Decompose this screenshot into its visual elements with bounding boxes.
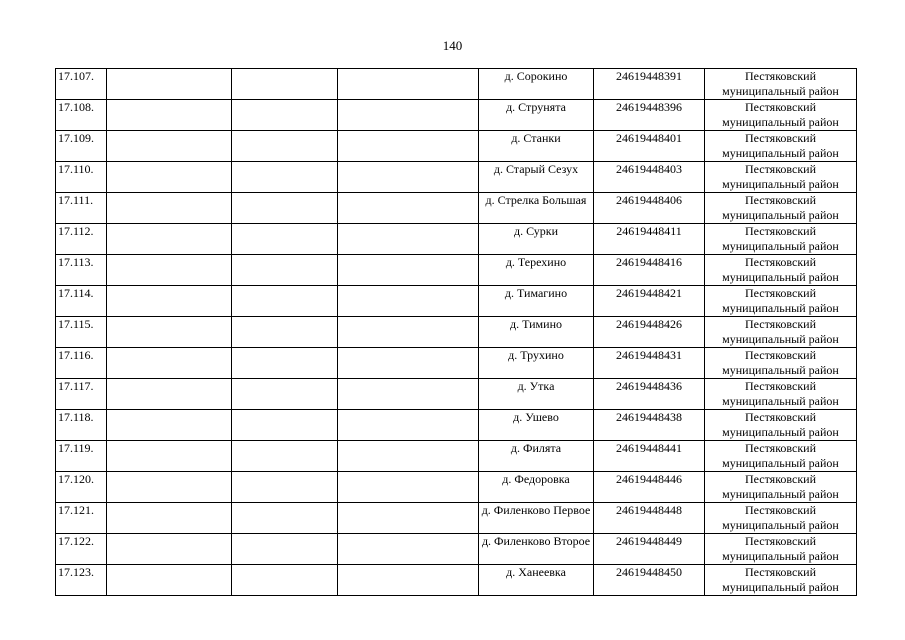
oktmo-code-cell: 24619448421 — [594, 286, 705, 317]
oktmo-code-cell: 24619448426 — [594, 317, 705, 348]
empty-cell — [107, 379, 232, 410]
row-number-cell: 17.115. — [56, 317, 107, 348]
table-row — [56, 534, 857, 565]
settlement-name-cell: д. Трухино — [479, 348, 594, 379]
district-cell: Пестяковский муниципальный район — [705, 193, 857, 224]
empty-cell — [232, 565, 338, 596]
row-number-cell: 17.123. — [56, 565, 107, 596]
empty-cell — [232, 472, 338, 503]
empty-cell — [107, 255, 232, 286]
empty-cell — [232, 317, 338, 348]
row-number-cell: 17.109. — [56, 131, 107, 162]
page-number: 140 — [442, 38, 463, 53]
district-cell: Пестяковский муниципальный район — [705, 348, 857, 379]
settlement-name-cell: д. Сурки — [479, 224, 594, 255]
oktmo-code-cell: 24619448438 — [594, 410, 705, 441]
empty-cell — [232, 503, 338, 534]
empty-cell — [338, 162, 479, 193]
oktmo-code-cell: 24619448411 — [594, 224, 705, 255]
empty-cell — [338, 286, 479, 317]
empty-cell — [232, 534, 338, 565]
table-row — [56, 317, 857, 348]
district-cell: Пестяковский муниципальный район — [705, 162, 857, 193]
empty-cell — [107, 534, 232, 565]
table-row — [56, 255, 857, 286]
settlement-name-cell: д. Ханеевка — [479, 565, 594, 596]
oktmo-code-cell: 24619448403 — [594, 162, 705, 193]
table-row — [56, 410, 857, 441]
empty-cell — [338, 348, 479, 379]
district-cell: Пестяковский муниципальный район — [705, 255, 857, 286]
district-cell: Пестяковский муниципальный район — [705, 503, 857, 534]
empty-cell — [338, 472, 479, 503]
settlement-name-cell: д. Филята — [479, 441, 594, 472]
table-row — [56, 131, 857, 162]
empty-cell — [107, 100, 232, 131]
district-cell: Пестяковский муниципальный район — [705, 286, 857, 317]
empty-cell — [232, 193, 338, 224]
oktmo-code-cell: 24619448441 — [594, 441, 705, 472]
empty-cell — [107, 348, 232, 379]
district-cell: Пестяковский муниципальный район — [705, 565, 857, 596]
oktmo-code-cell: 24619448449 — [594, 534, 705, 565]
table-row — [56, 503, 857, 534]
empty-cell — [338, 131, 479, 162]
row-number-cell: 17.121. — [56, 503, 107, 534]
empty-cell — [232, 69, 338, 100]
row-number-cell: 17.119. — [56, 441, 107, 472]
empty-cell — [107, 224, 232, 255]
empty-cell — [232, 100, 338, 131]
oktmo-code-cell: 24619448416 — [594, 255, 705, 286]
district-cell: Пестяковский муниципальный район — [705, 379, 857, 410]
settlement-name-cell: д. Струнята — [479, 100, 594, 131]
district-cell: Пестяковский муниципальный район — [705, 534, 857, 565]
empty-cell — [338, 379, 479, 410]
settlement-name-cell: д. Станки — [479, 131, 594, 162]
row-number-cell: 17.111. — [56, 193, 107, 224]
empty-cell — [338, 193, 479, 224]
oktmo-code-cell: 24619448448 — [594, 503, 705, 534]
row-number-cell: 17.118. — [56, 410, 107, 441]
empty-cell — [107, 162, 232, 193]
row-number-cell: 17.116. — [56, 348, 107, 379]
row-number-cell: 17.110. — [56, 162, 107, 193]
oktmo-code-cell: 24619448436 — [594, 379, 705, 410]
empty-cell — [338, 69, 479, 100]
row-number-cell: 17.122. — [56, 534, 107, 565]
table-row — [56, 286, 857, 317]
settlement-name-cell: д. Стрелка Большая — [479, 193, 594, 224]
row-number-cell: 17.117. — [56, 379, 107, 410]
district-cell: Пестяковский муниципальный район — [705, 441, 857, 472]
row-number-cell: 17.120. — [56, 472, 107, 503]
empty-cell — [232, 441, 338, 472]
empty-cell — [232, 131, 338, 162]
empty-cell — [232, 410, 338, 441]
empty-cell — [107, 441, 232, 472]
district-cell: Пестяковский муниципальный район — [705, 317, 857, 348]
table-row — [56, 100, 857, 131]
table-row — [56, 472, 857, 503]
table-body — [56, 69, 857, 596]
empty-cell — [232, 379, 338, 410]
empty-cell — [232, 224, 338, 255]
table-row — [56, 69, 857, 100]
empty-cell — [338, 410, 479, 441]
empty-cell — [107, 503, 232, 534]
settlement-name-cell: д. Старый Сезух — [479, 162, 594, 193]
table-row — [56, 379, 857, 410]
row-number-cell: 17.107. — [56, 69, 107, 100]
empty-cell — [107, 565, 232, 596]
settlement-name-cell: д. Терехино — [479, 255, 594, 286]
empty-cell — [338, 565, 479, 596]
table-row — [56, 441, 857, 472]
table-row — [56, 162, 857, 193]
empty-cell — [338, 100, 479, 131]
empty-cell — [107, 193, 232, 224]
district-cell: Пестяковский муниципальный район — [705, 410, 857, 441]
empty-cell — [338, 224, 479, 255]
table-row — [56, 193, 857, 224]
oktmo-code-cell: 24619448450 — [594, 565, 705, 596]
empty-cell — [338, 534, 479, 565]
empty-cell — [107, 131, 232, 162]
empty-cell — [232, 255, 338, 286]
district-cell: Пестяковский муниципальный район — [705, 69, 857, 100]
row-number-cell: 17.112. — [56, 224, 107, 255]
district-cell: Пестяковский муниципальный район — [705, 472, 857, 503]
row-number-cell: 17.108. — [56, 100, 107, 131]
settlement-name-cell: д. Ушево — [479, 410, 594, 441]
empty-cell — [338, 255, 479, 286]
empty-cell — [232, 286, 338, 317]
settlement-name-cell: д. Утка — [479, 379, 594, 410]
settlement-name-cell: д. Тимино — [479, 317, 594, 348]
empty-cell — [338, 503, 479, 534]
oktmo-code-cell: 24619448431 — [594, 348, 705, 379]
empty-cell — [107, 472, 232, 503]
oktmo-code-cell: 24619448401 — [594, 131, 705, 162]
oktmo-code-cell: 24619448406 — [594, 193, 705, 224]
settlement-name-cell: д. Тимагино — [479, 286, 594, 317]
row-number-cell: 17.114. — [56, 286, 107, 317]
empty-cell — [232, 348, 338, 379]
settlement-name-cell: д. Федоровка — [479, 472, 594, 503]
empty-cell — [338, 441, 479, 472]
district-cell: Пестяковский муниципальный район — [705, 100, 857, 131]
empty-cell — [107, 317, 232, 348]
empty-cell — [338, 317, 479, 348]
row-number-cell: 17.113. — [56, 255, 107, 286]
settlement-name-cell: д. Филенково Второе — [479, 534, 594, 565]
table-row — [56, 224, 857, 255]
settlement-name-cell: д. Филенково Первое — [479, 503, 594, 534]
district-cell: Пестяковский муниципальный район — [705, 224, 857, 255]
empty-cell — [107, 410, 232, 441]
oktmo-code-cell: 24619448446 — [594, 472, 705, 503]
oktmo-code-cell: 24619448396 — [594, 100, 705, 131]
table-row — [56, 348, 857, 379]
empty-cell — [107, 69, 232, 100]
settlement-table — [55, 68, 857, 596]
empty-cell — [232, 162, 338, 193]
settlement-name-cell: д. Сорокино — [479, 69, 594, 100]
table-row — [56, 565, 857, 596]
district-cell: Пестяковский муниципальный район — [705, 131, 857, 162]
empty-cell — [107, 286, 232, 317]
oktmo-code-cell: 24619448391 — [594, 69, 705, 100]
